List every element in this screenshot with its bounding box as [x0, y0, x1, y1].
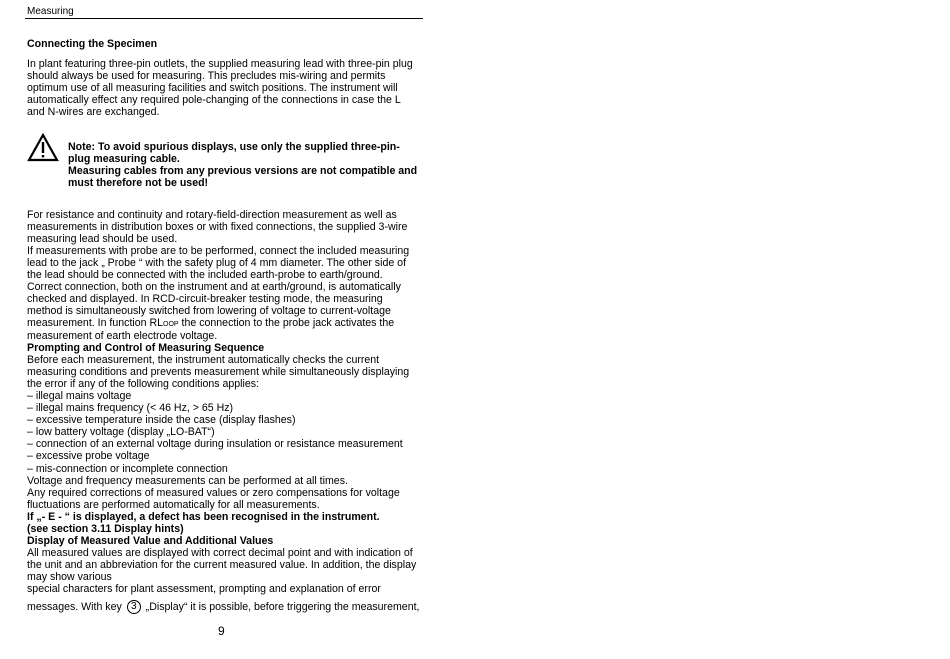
text-line: measurements in distribution boxes or with fixed connections, the supplied 3-wire — [27, 220, 408, 233]
text-line: lead to the jack „ Probe “ with the safety plug of 4 mm diameter. The other side of — [27, 256, 407, 269]
text-line: Any required corrections of measured values or zero compensations for voltage — [27, 486, 400, 499]
condition-item: – mis-connection or incomplete connection — [27, 462, 228, 475]
condition-item: – excessive probe voltage — [27, 450, 150, 463]
rloop-term: RLoop — [149, 317, 179, 330]
note-line: Note: To avoid spurious displays, use only the supplied three-pin- — [68, 140, 400, 153]
text-line: should always be used for measuring. This precludes mis-wiring and permits — [27, 70, 386, 83]
key-number-badge: 3 — [127, 600, 141, 614]
header-rule — [25, 18, 423, 19]
text-line: measuring conditions and prevents measurement while simultaneously displaying — [27, 365, 410, 378]
note-block — [27, 141, 427, 205]
text-line: special characters for plant assessment, prompting and explanation of error — [27, 583, 381, 596]
warning-triangle-icon — [27, 133, 59, 163]
defect-line: If „- E - “ is displayed, a defect has been recognised in the instrument. — [27, 510, 380, 523]
text-line: the error if any of the following conditions applies: — [27, 377, 260, 390]
note-line: Measuring cables from any previous versions are not compatible and — [68, 164, 418, 177]
text-line: automatically effect any required pole-changing of the connections in case the L — [27, 94, 401, 107]
text-line: method is simultaneously switched from lowering of voltage to current-voltage — [27, 305, 391, 318]
note-text — [68, 141, 423, 189]
condition-item: – low battery voltage (display „LO-BAT“) — [27, 426, 215, 439]
text-line: fluctuations are performed automatically for all measurements. — [27, 498, 320, 511]
text-line: the unit and an abbreviation for the current measured value. In addition, the display — [27, 559, 417, 572]
text-line: measuring lead should be used. — [27, 232, 178, 245]
display-title: Display of Measured Value and Additional Values — [27, 535, 274, 548]
text-line: Voltage and frequency measurements can be performed at all times. — [27, 474, 348, 487]
text-line: optimum use of all measuring facilities and switch positions. The instrument will — [27, 82, 398, 95]
defect-reference: (see section 3.11 Display hints) — [27, 523, 184, 535]
text-line: In plant featuring three-pin outlets, the supplied measuring lead with three-pin plug — [27, 58, 413, 71]
text-line: checked and displayed. In RCD-circuit-breaker testing mode, the measuring — [27, 293, 383, 306]
rloop-before: measurement. In function — [27, 317, 150, 330]
prompting-title: Prompting and Control of Measuring Sequence — [27, 341, 265, 354]
text-line: Before each measurement, the instrument automatically checks the current — [27, 353, 380, 366]
text-line: All measured values are displayed with correct decimal point and with indication of — [27, 547, 413, 560]
display-key-line — [27, 600, 427, 614]
header-section-label: Measuring — [27, 6, 74, 17]
text-line: If measurements with probe are to be performed, connect the included measuring — [27, 244, 410, 257]
condition-item: – illegal mains frequency (< 46 Hz, > 65 Hz) — [27, 402, 234, 415]
note-line: plug measuring cable. — [68, 152, 180, 165]
condition-item: – excessive temperature inside the case (display flashes) — [27, 414, 296, 427]
text-line: Correct connection, both on the instrument and at earth/ground, is automatically — [27, 281, 401, 294]
key-line-before: messages. With key — [27, 600, 125, 613]
rloop-line — [27, 317, 427, 329]
note-line: must therefore not be used! — [68, 176, 209, 189]
page-content — [27, 38, 427, 614]
specimen-title: Connecting the Specimen — [27, 38, 158, 50]
text-line: the lead should be connected with the included earth-probe to earth/ground. — [27, 269, 383, 282]
specimen-intro — [27, 58, 427, 118]
condition-item: – illegal mains voltage — [27, 389, 132, 402]
text-line: and N-wires are exchanged. — [27, 106, 160, 119]
text-line: For resistance and continuity and rotary-field-direction measurement as well as — [27, 208, 397, 221]
key-line-after: „Display“ it is possible, before triggering the measurement, — [142, 600, 420, 613]
text-line: may show various — [27, 571, 112, 584]
body-block — [27, 209, 427, 614]
rloop-after: the connection to the probe jack activates the — [178, 317, 395, 330]
condition-item: – connection of an external voltage during insulation or resistance measurement — [27, 438, 403, 451]
text-line: measurement of earth electrode voltage. — [27, 329, 218, 342]
page-number: 9 — [218, 624, 225, 638]
